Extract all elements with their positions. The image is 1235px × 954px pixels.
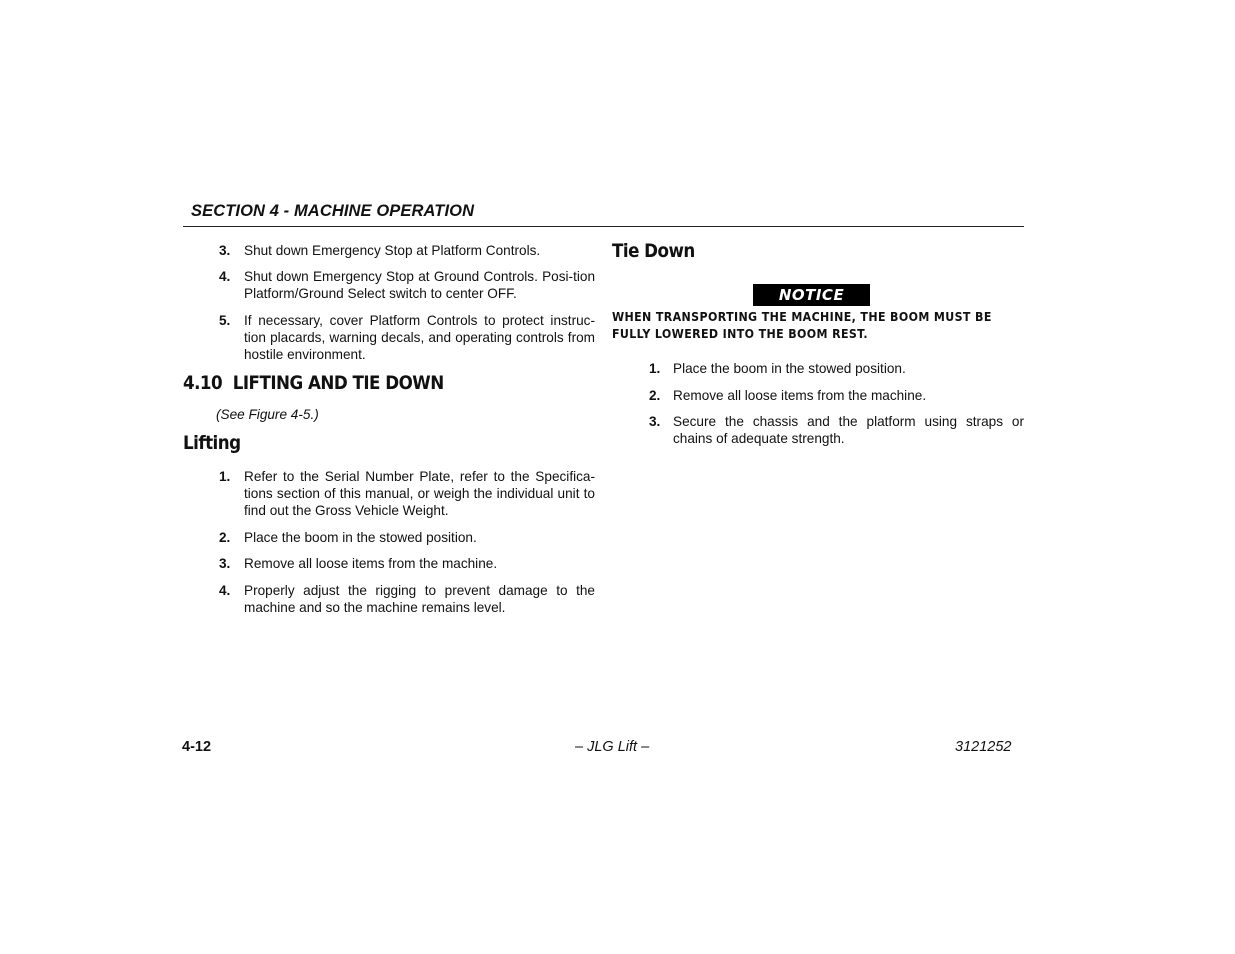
list-item-text: If necessary, cover Platform Controls to protect instruc-tion placards, warning decals, and operating controls from hostile environment. xyxy=(244,313,595,362)
list-item-number: 1. xyxy=(649,361,661,376)
list-item-text: Remove all loose items from the machine. xyxy=(244,556,498,571)
list-item-number: 3. xyxy=(649,414,661,429)
tie-down-heading: Tie Down xyxy=(612,240,695,262)
header-rule xyxy=(183,226,1024,227)
list-item-number: 3. xyxy=(219,556,231,571)
document-number: 3121252 xyxy=(955,739,1012,755)
list-item-number: 2. xyxy=(219,530,231,545)
lifting-heading: Lifting xyxy=(183,432,241,454)
list-item-number: 1. xyxy=(219,469,231,484)
figure-reference: (See Figure 4-5.) xyxy=(216,407,319,422)
section-header: SECTION 4 - MACHINE OPERATION xyxy=(191,202,475,220)
list-item-number: 4. xyxy=(219,269,231,284)
list-item-text: Refer to the Serial Number Plate, refer to the Specifica-tions section of this manual, or weigh the individual unit to find out the Gross Vehicle Weight. xyxy=(244,469,595,518)
list-item-number: 4. xyxy=(219,583,231,598)
list-item-text: Shut down Emergency Stop at Platform Controls. xyxy=(244,243,541,258)
footer-center: – JLG Lift – xyxy=(575,739,650,755)
list-item-text: Remove all loose items from the machine. xyxy=(673,388,927,403)
list-item-text: Properly adjust the rigging to prevent damage to the machine and so the machine remains level. xyxy=(244,583,595,615)
list-item-number: 3. xyxy=(219,243,231,258)
list-item-text: Place the boom in the stowed position. xyxy=(673,361,906,376)
notice-text: WHEN TRANSPORTING THE MACHINE, THE BOOM MUST BE FULLY LOWERED INTO THE BOOM REST. xyxy=(612,310,992,341)
section-heading: 4.10 LIFTING AND TIE DOWN xyxy=(183,372,444,394)
list-item-number: 5. xyxy=(219,313,231,328)
page-number: 4-12 xyxy=(182,739,212,755)
list-item-text: Shut down Emergency Stop at Ground Controls. Posi-tion Platform/Ground Select switch to center OFF. xyxy=(244,269,595,301)
list-item-text: Secure the chassis and the platform using straps or chains of adequate strength. xyxy=(673,414,1024,446)
list-item-number: 2. xyxy=(649,388,661,403)
list-item-text: Place the boom in the stowed position. xyxy=(244,530,477,545)
notice-label: NOTICE xyxy=(753,284,870,306)
